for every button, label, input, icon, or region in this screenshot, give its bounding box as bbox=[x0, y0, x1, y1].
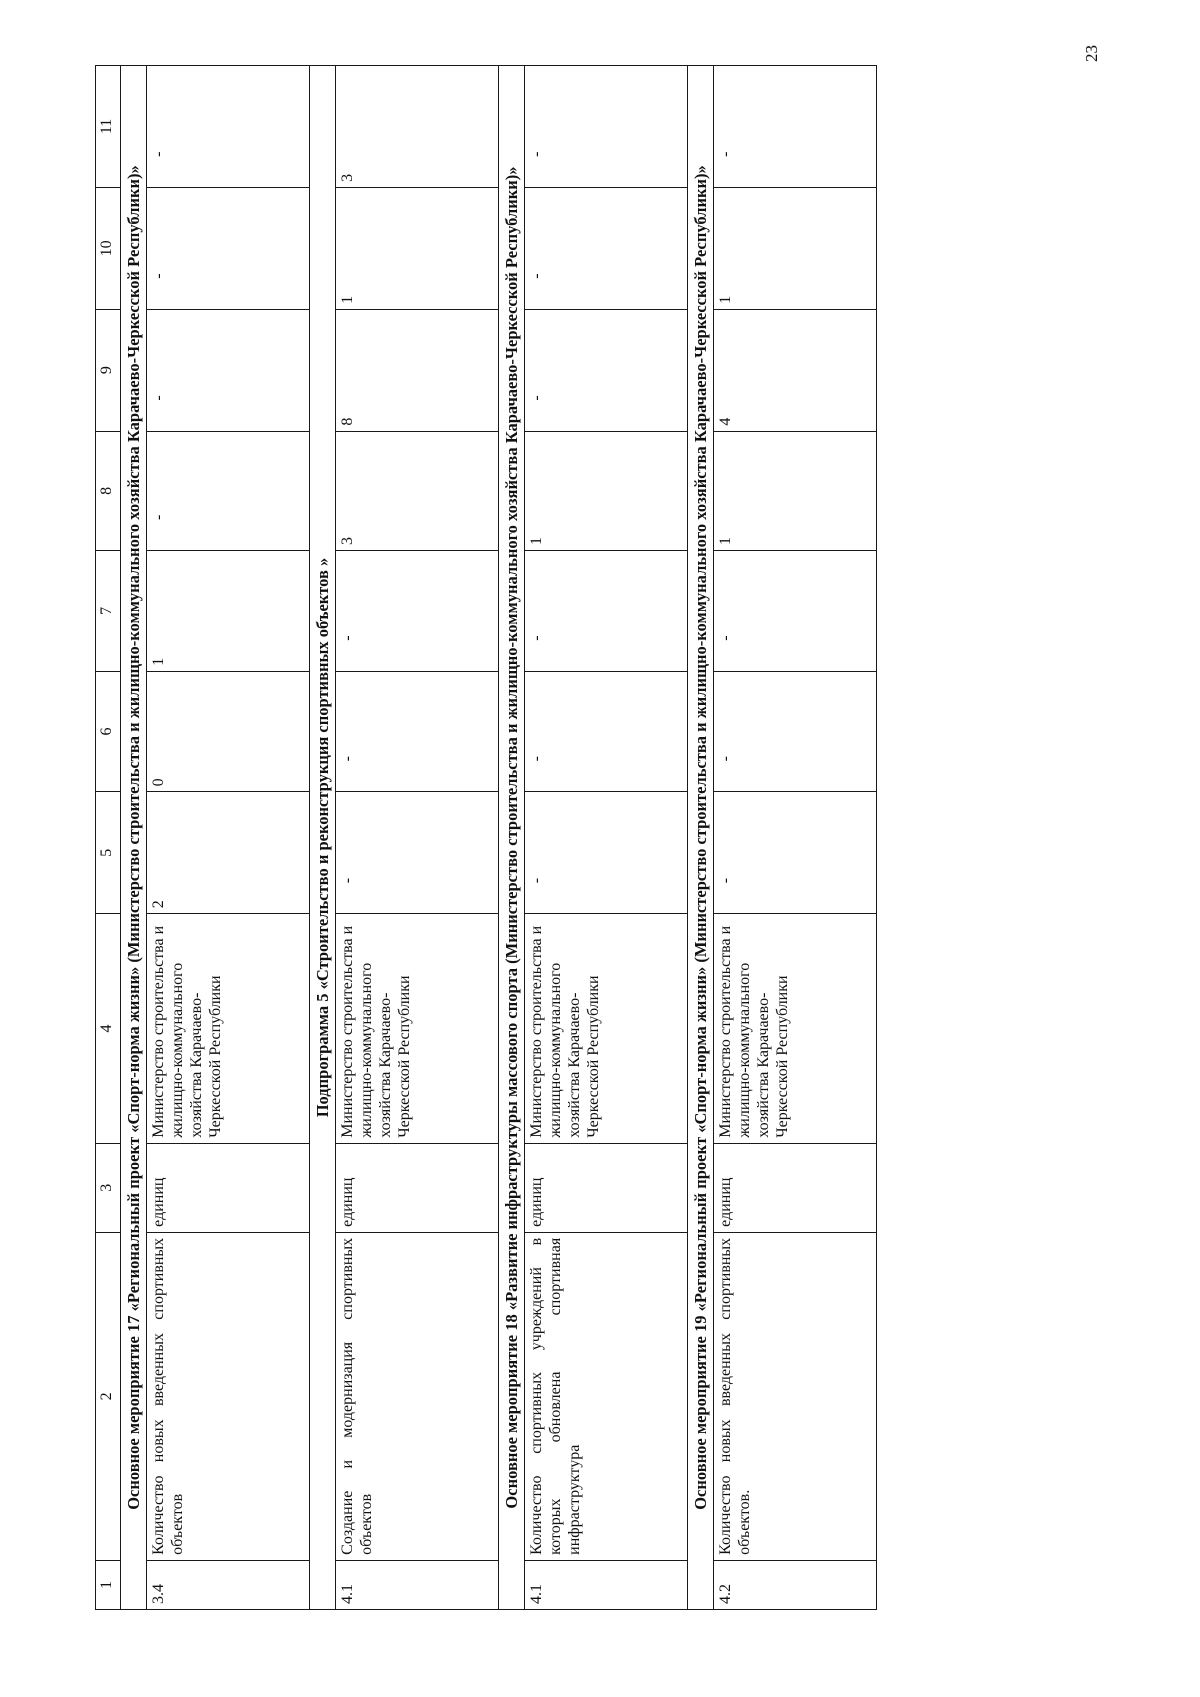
col-header-3: 3 bbox=[96, 1143, 121, 1232]
responsible-cell: Министерство строительства и жилищно-коммунального хозяйства Карачаево-Черкесской Республики bbox=[714, 914, 877, 1144]
unit-cell: единиц bbox=[336, 1143, 499, 1232]
col-header-2: 2 bbox=[96, 1232, 121, 1560]
col-header-9: 9 bbox=[96, 309, 121, 431]
col-header-4: 4 bbox=[96, 914, 121, 1144]
value-cell: - bbox=[147, 431, 310, 550]
value-cell: 3 bbox=[336, 431, 499, 550]
value-cell: 1 bbox=[714, 187, 877, 309]
value-cell: 3 bbox=[336, 66, 499, 188]
section-heading bbox=[310, 66, 336, 1610]
col-header-11: 11 bbox=[96, 66, 121, 188]
col-header-10: 10 bbox=[96, 187, 121, 309]
unit-cell: единиц bbox=[147, 1143, 310, 1232]
value-cell: - bbox=[147, 66, 310, 188]
col-header-8: 8 bbox=[96, 431, 121, 550]
value-cell: - bbox=[525, 187, 688, 309]
section-title: Основное мероприятие 19 «Региональный проект «Спорт-норма жизни» (Министерство строительства и жилищно-коммунального хозяйства Карачаево-Черкесской Республики)» bbox=[688, 66, 714, 1610]
value-cell: 0 bbox=[147, 671, 310, 792]
indicators-table bbox=[95, 65, 877, 1610]
value-cell: 1 bbox=[336, 187, 499, 309]
section-title: Основное мероприятие 17 «Региональный проект «Спорт-норма жизни» (Министерство строительства и жилищно-коммунального хозяйства Карачаево-Черкесской Республики)» bbox=[121, 66, 147, 1610]
value-cell: - bbox=[714, 671, 877, 792]
value-cell: 8 bbox=[336, 309, 499, 431]
responsible-cell: Министерство строительства и жилищно-коммунального хозяйства Карачаево-Черкесской Республики bbox=[147, 914, 310, 1144]
value-cell: - bbox=[147, 309, 310, 431]
value-cell: - bbox=[714, 551, 877, 672]
row-number: 4.2 bbox=[714, 1560, 877, 1609]
value-cell: - bbox=[525, 671, 688, 792]
value-cell: 1 bbox=[147, 551, 310, 672]
value-cell: 4 bbox=[714, 309, 877, 431]
col-header-1: 1 bbox=[96, 1560, 121, 1609]
value-cell: - bbox=[525, 792, 688, 914]
value-cell: 1 bbox=[525, 431, 688, 550]
indicator-name: Количество спортивных учреждений в которых обновлена спортивная инфраструктура bbox=[525, 1232, 688, 1560]
col-header-7: 7 bbox=[96, 551, 121, 672]
row-number: 3.4 bbox=[147, 1560, 310, 1609]
table-row bbox=[714, 66, 877, 1610]
value-cell: - bbox=[714, 66, 877, 188]
unit-cell: единиц bbox=[525, 1143, 688, 1232]
value-cell: - bbox=[336, 792, 499, 914]
column-number-row bbox=[96, 66, 121, 1610]
value-cell: - bbox=[525, 66, 688, 188]
indicator-name: Количество новых введенных спортивных объектов. bbox=[714, 1232, 877, 1560]
indicator-name: Создание и модернизация спортивных объектов bbox=[336, 1232, 499, 1560]
rotated-table-wrapper bbox=[95, 65, 877, 1610]
value-cell: 1 bbox=[714, 431, 877, 550]
value-cell: - bbox=[147, 187, 310, 309]
col-header-6: 6 bbox=[96, 671, 121, 792]
value-cell: - bbox=[714, 792, 877, 914]
table-row bbox=[336, 66, 499, 1610]
page-number: 23 bbox=[1082, 45, 1101, 62]
row-number: 4.1 bbox=[525, 1560, 688, 1609]
section-heading bbox=[499, 66, 525, 1610]
table-row bbox=[525, 66, 688, 1610]
unit-cell: единиц bbox=[714, 1143, 877, 1232]
col-header-5: 5 bbox=[96, 792, 121, 914]
indicator-name: Количество новых введенных спортивных объектов bbox=[147, 1232, 310, 1560]
section-heading bbox=[688, 66, 714, 1610]
value-cell: - bbox=[336, 671, 499, 792]
value-cell: - bbox=[336, 551, 499, 672]
value-cell: - bbox=[525, 551, 688, 672]
section-title: Подпрограмма 5 «Строительство и реконструкция спортивных объектов » bbox=[310, 66, 336, 1610]
row-number: 4.1 bbox=[336, 1560, 499, 1609]
responsible-cell: Министерство строительства и жилищно-коммунального хозяйства Карачаево-Черкесской Республики bbox=[525, 914, 688, 1144]
value-cell: 2 bbox=[147, 792, 310, 914]
section-title: Основное мероприятие 18 «Развитие инфраструктуры массового спорта (Министерство строительства и жилищно-коммунального хозяйства Карачаево-Черкесской Республики)» bbox=[499, 66, 525, 1610]
responsible-cell: Министерство строительства и жилищно-коммунального хозяйства Карачаево-Черкесской Республики bbox=[336, 914, 499, 1144]
section-heading bbox=[121, 66, 147, 1610]
table-row bbox=[147, 66, 310, 1610]
value-cell: - bbox=[525, 309, 688, 431]
